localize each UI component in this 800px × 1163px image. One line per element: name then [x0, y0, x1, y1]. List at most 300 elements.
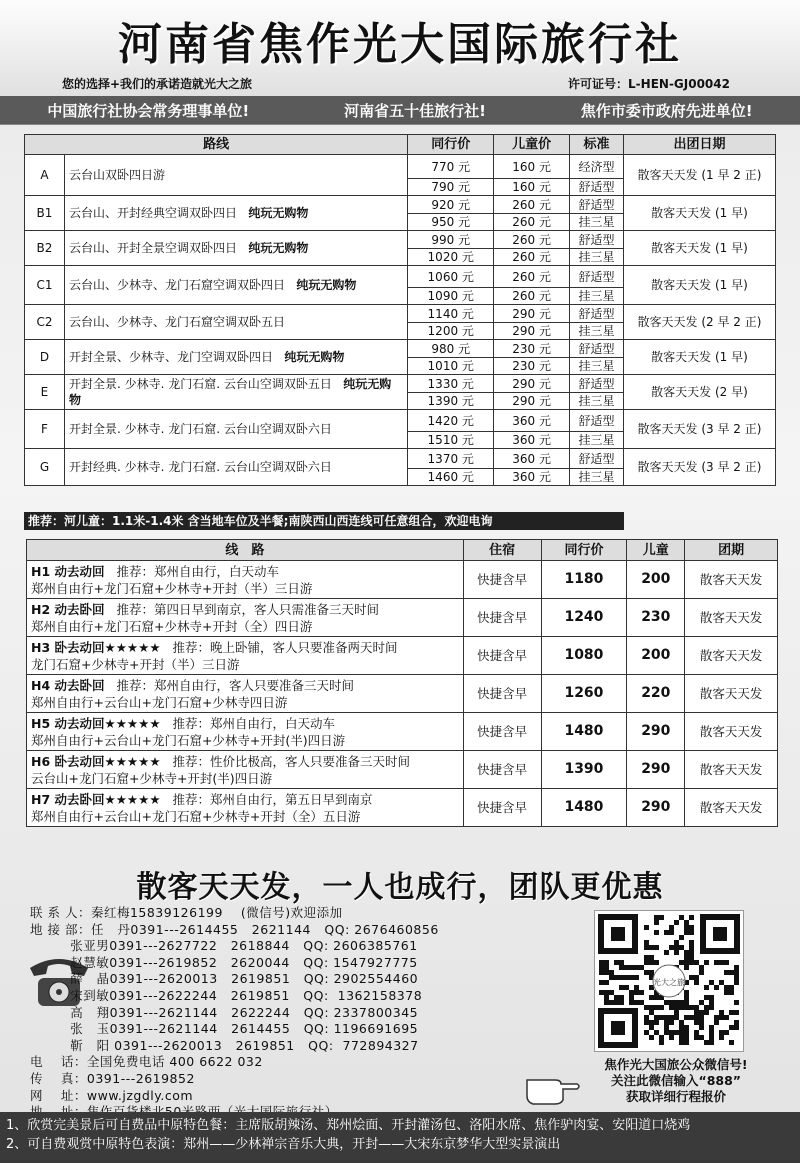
qr-module	[659, 915, 664, 920]
wechat-line-1: 焦作光大国旅公众微信号!	[604, 1057, 748, 1072]
qr-module	[684, 1035, 689, 1040]
qr-module	[689, 1015, 694, 1020]
child-price: 290 元	[494, 305, 570, 323]
qr-module	[679, 960, 684, 965]
qr-module	[614, 1000, 619, 1005]
wechat-qr-code[interactable]	[594, 910, 744, 1052]
qr-module	[609, 975, 614, 980]
route-name: 云台山、少林寺、龙门石窟空调双卧四日	[68, 278, 285, 292]
qr-module	[664, 1015, 669, 1020]
qr-module	[714, 1020, 719, 1025]
qr-module	[704, 1005, 709, 1010]
package-recommend: 推荐：第四日早到南京，客人只需准备三天时间	[116, 601, 379, 617]
qr-module	[699, 1020, 704, 1025]
table-row	[25, 155, 776, 179]
qr-module	[694, 1020, 699, 1025]
route-name-cell	[64, 375, 407, 410]
qr-module	[709, 995, 714, 1000]
contact-line: 传 真：0391---2619852	[30, 1070, 195, 1086]
child-price: 260 元	[494, 214, 570, 231]
qr-module	[699, 1000, 704, 1005]
route-name-cell	[64, 196, 407, 231]
qr-module	[684, 1030, 689, 1035]
qr-module	[679, 915, 684, 920]
table-row	[25, 410, 776, 432]
qr-module	[709, 1000, 714, 1005]
qr-module	[719, 960, 724, 965]
price: 950 元	[408, 214, 494, 231]
qr-module	[629, 975, 634, 980]
qr-module	[684, 955, 689, 960]
slogan: 您的选择+我们的承诺造就光大之旅	[62, 77, 253, 91]
child-price: 360 元	[494, 432, 570, 449]
qr-module	[649, 1025, 654, 1030]
route-note: 纯玩无购物	[284, 350, 345, 364]
child-price: 290	[627, 789, 685, 827]
qr-module	[654, 930, 659, 935]
table-row	[25, 375, 776, 393]
qr-module	[694, 975, 699, 980]
price: 920 元	[408, 196, 494, 214]
qr-module	[649, 1035, 654, 1040]
package-route: 郑州自由行+云台山+龙门石窟+少林寺+开封（全）五日游	[31, 808, 361, 824]
qr-module	[719, 1035, 724, 1040]
qr-module	[684, 1005, 689, 1010]
qr-module	[689, 955, 694, 960]
col-route: 路线	[25, 135, 408, 155]
qr-module	[639, 990, 644, 995]
standard: 挂三星	[570, 358, 624, 375]
qr-module	[729, 985, 734, 990]
qr-module	[684, 925, 689, 930]
route-note: 纯玩无购物	[296, 278, 357, 292]
table-row	[27, 637, 778, 675]
route-price-table	[24, 134, 776, 486]
depart-date: 散客天天发 (1 早)	[623, 340, 775, 375]
qr-module	[709, 980, 714, 985]
qr-module	[719, 1015, 724, 1020]
standard: 舒适型	[570, 266, 624, 288]
price: 1200 元	[408, 323, 494, 340]
package-route: 龙门石窟+少林寺+开封（半）三日游	[31, 656, 240, 672]
qr-module	[654, 960, 659, 965]
qr-module	[709, 1025, 714, 1030]
qr-module	[724, 985, 729, 990]
contact-line: 电 话：全国免费电话 400 6622 032	[30, 1054, 263, 1070]
qr-module	[654, 1015, 659, 1020]
price: 1010 元	[408, 358, 494, 375]
qr-module	[674, 1000, 679, 1005]
qr-module	[679, 1000, 684, 1005]
schedule: 散客天天发	[685, 599, 778, 637]
route-code: G	[25, 449, 65, 486]
standard: 挂三星	[570, 393, 624, 410]
qr-module	[634, 985, 639, 990]
standard: 挂三星	[570, 432, 624, 449]
price: 1260	[541, 675, 627, 713]
qr-module	[649, 960, 654, 965]
contact-line: 地 接 部：任 丹0391---2614455 2621144 QQ: 2676460856	[30, 921, 439, 937]
hotel: 快捷含早	[463, 637, 541, 675]
qr-module	[694, 1010, 699, 1015]
child-price: 290	[627, 751, 685, 789]
qr-module	[694, 1035, 699, 1040]
package-recommend: 推荐：性价比极高，客人只要准备三天时间	[172, 753, 410, 769]
footer-note-2: 2、可自费观赏中原特色表演：郑州——少林禅宗音乐大典，开封——大宋东京梦华大型实景演出	[6, 1137, 561, 1152]
qr-module	[719, 980, 724, 985]
hotel: 快捷含早	[463, 599, 541, 637]
qr-module	[639, 1000, 644, 1005]
package-cell	[27, 675, 464, 713]
qr-module	[699, 970, 704, 975]
qr-module	[604, 995, 609, 1000]
col-depart-date: 出团日期	[623, 135, 775, 155]
package-route: 郑州自由行+云台山+龙门石窟+少林寺+开封(半)四日游	[31, 732, 346, 748]
promo-banner: 散客天天发，一人也成行，团队更优惠	[136, 870, 664, 905]
qr-module	[679, 935, 684, 940]
package-route: 郑州自由行+云台山+龙门石窟+少林寺四日游	[31, 694, 288, 710]
package-title: H4 动去卧回	[31, 677, 105, 693]
qr-module	[654, 915, 659, 920]
standard: 经济型	[570, 155, 624, 179]
price: 1460 元	[408, 469, 494, 486]
qr-module	[704, 985, 709, 990]
contact-line: 宋到敏0391---2622244 2619851 QQ: 1362158378	[30, 987, 423, 1003]
qr-module	[674, 1030, 679, 1035]
qr-module	[709, 1005, 714, 1010]
depart-date: 散客天天发 (1 早)	[623, 266, 775, 305]
table-row	[25, 449, 776, 469]
child-price: 290 元	[494, 393, 570, 410]
child-price: 200	[627, 561, 685, 599]
qr-module	[659, 1005, 664, 1010]
qr-module	[664, 1030, 669, 1035]
standard: 舒适型	[570, 340, 624, 358]
price: 990 元	[408, 231, 494, 249]
qr-module	[634, 1000, 639, 1005]
package-recommend: 推荐：郑州自由行，白天动车	[116, 563, 279, 579]
depart-date: 散客天天发 (1 早 2 正)	[623, 155, 775, 196]
price: 1480	[541, 713, 627, 751]
col-route: 线 路	[27, 540, 464, 561]
qr-module	[644, 1020, 649, 1025]
recommend-bar: 推荐：河儿童：1.1米-1.4米 含当地车位及半餐;南陕西山西连线可任意组合，欢迎电询	[24, 512, 624, 530]
qr-module	[674, 945, 679, 950]
qr-module	[604, 980, 609, 985]
package-title: H1 动去动回	[31, 563, 105, 579]
contact-line: 网 址：www.jzgdly.com	[30, 1087, 194, 1103]
qr-module	[664, 1000, 669, 1005]
header	[0, 0, 800, 125]
qr-module	[669, 930, 674, 935]
qr-module	[689, 1005, 694, 1010]
wechat-line-3: 获取详细行程报价	[625, 1089, 726, 1104]
qr-module	[704, 1010, 709, 1015]
contact-line: 联 系 人：秦红梅15839126199 (微信号)欢迎添加	[30, 905, 343, 920]
qr-module	[644, 940, 649, 945]
qr-module	[664, 1020, 669, 1025]
child-price: 360 元	[494, 410, 570, 432]
package-cell	[27, 789, 464, 827]
package-cell	[27, 599, 464, 637]
qr-module	[644, 945, 649, 950]
qr-module	[734, 965, 739, 970]
route-code: C1	[25, 266, 65, 305]
price: 770 元	[408, 155, 494, 179]
qr-module	[734, 1025, 739, 1030]
standard: 挂三星	[570, 249, 624, 266]
qr-module	[694, 1015, 699, 1020]
qr-module	[604, 965, 609, 970]
price: 1080	[541, 637, 627, 675]
package-cell	[27, 713, 464, 751]
qr-module	[729, 1010, 734, 1015]
col-price: 同行价	[541, 540, 627, 561]
contact-line: 赵慧敏0391---2619852 2620044 QQ: 1547927775	[30, 954, 418, 970]
qr-module	[644, 1030, 649, 1035]
package-route: 郑州自由行+龙门石窟+少林寺+开封（半）三日游	[31, 580, 313, 596]
child-price: 260 元	[494, 231, 570, 249]
standard: 舒适型	[570, 375, 624, 393]
qr-module	[709, 1030, 714, 1035]
route-code: D	[25, 340, 65, 375]
standard: 舒适型	[570, 305, 624, 323]
child-price: 290	[627, 713, 685, 751]
qr-module	[694, 980, 699, 985]
package-title: H7 动去卧回★★★★★	[31, 791, 161, 807]
qr-module	[684, 1025, 689, 1030]
qr-module	[729, 1040, 734, 1045]
qr-module	[684, 1015, 689, 1020]
hotel: 快捷含早	[463, 751, 541, 789]
qr-module	[679, 1025, 684, 1030]
honors-bar	[0, 96, 800, 124]
package-recommend: 推荐：郑州自由行，客人只要准备三天时间	[116, 677, 354, 693]
package-recommend: 推荐：晚上卧铺，客人只要准备两天时间	[172, 639, 398, 655]
package-route: 郑州自由行+龙门石窟+少林寺+开封（全）四日游	[31, 618, 313, 634]
price: 1180	[541, 561, 627, 599]
qr-module	[679, 1040, 684, 1045]
qr-module	[689, 945, 694, 950]
package-recommend: 推荐：郑州自由行，白天动车	[172, 715, 335, 731]
qr-module	[684, 950, 689, 955]
qr-module	[644, 925, 649, 930]
child-price: 230	[627, 599, 685, 637]
qr-module	[599, 965, 604, 970]
route-name-cell	[64, 231, 407, 266]
price: 1330 元	[408, 375, 494, 393]
table-row	[27, 561, 778, 599]
qr-module	[724, 960, 729, 965]
price: 1370 元	[408, 449, 494, 469]
table-row	[25, 266, 776, 288]
qr-module	[694, 960, 699, 965]
qr-module	[669, 1015, 674, 1020]
contact-line: 靳 阳 0391---2620013 2619851 QQ: 772894327	[30, 1037, 419, 1053]
child-price: 260 元	[494, 249, 570, 266]
route-name-cell	[64, 410, 407, 449]
qr-module	[619, 965, 624, 970]
price: 1390	[541, 751, 627, 789]
qr-module	[679, 1005, 684, 1010]
route-name: 云台山双卧四日游	[68, 168, 165, 182]
hotel: 快捷含早	[463, 713, 541, 751]
route-code: F	[25, 410, 65, 449]
table-row	[27, 713, 778, 751]
qr-module	[724, 990, 729, 995]
qr-module	[609, 1000, 614, 1005]
child-price: 220	[627, 675, 685, 713]
qr-module	[684, 1000, 689, 1005]
child-price: 160 元	[494, 155, 570, 179]
wechat-line-2: 关注此微信输入“888”	[610, 1073, 742, 1088]
qr-module	[639, 965, 644, 970]
package-title: H5 动去动回★★★★★	[31, 715, 161, 731]
hotel: 快捷含早	[463, 789, 541, 827]
price: 980 元	[408, 340, 494, 358]
standard: 挂三星	[570, 469, 624, 486]
price: 1480	[541, 789, 627, 827]
schedule: 散客天天发	[685, 675, 778, 713]
table-row	[25, 305, 776, 323]
company-title: 河南省焦作光大国际旅行社	[118, 19, 682, 70]
qr-module	[734, 970, 739, 975]
qr-module	[604, 990, 609, 995]
route-name-cell	[64, 266, 407, 305]
qr-module	[659, 1040, 664, 1045]
col-schedule: 团期	[685, 540, 778, 561]
depart-date: 散客天天发 (3 早 2 正)	[623, 449, 775, 486]
qr-module	[654, 945, 659, 950]
qr-module	[599, 960, 604, 965]
qr-module	[724, 970, 729, 975]
qr-module	[669, 1035, 674, 1040]
route-name: 云台山、开封经典空调双卧四日	[68, 206, 237, 220]
route-name: 开封经典. 少林寺. 龙门石窟. 云台山空调双卧六日	[68, 460, 332, 474]
depart-date: 散客天天发 (3 早 2 正)	[623, 410, 775, 449]
qr-module	[684, 1040, 689, 1045]
qr-module	[689, 960, 694, 965]
wechat-info	[566, 1057, 786, 1105]
qr-module	[689, 925, 694, 930]
package-title: H6 卧去动回★★★★★	[31, 753, 161, 769]
qr-module	[654, 995, 659, 1000]
package-title: H2 动去卧回	[31, 601, 105, 617]
child-price: 230 元	[494, 358, 570, 375]
qr-module	[619, 985, 624, 990]
price: 1140 元	[408, 305, 494, 323]
qr-module	[679, 945, 684, 950]
package-cell	[27, 637, 464, 675]
price: 1240	[541, 599, 627, 637]
price: 1390 元	[408, 393, 494, 410]
qr-module	[699, 1035, 704, 1040]
qr-module	[679, 1035, 684, 1040]
package-cell	[27, 561, 464, 599]
qr-module	[599, 980, 604, 985]
qr-module	[644, 1015, 649, 1020]
route-note: 纯玩无购物	[248, 206, 309, 220]
table-row	[27, 789, 778, 827]
table-header-row	[25, 135, 776, 155]
standard: 挂三星	[570, 214, 624, 231]
qr-logo-label: 光大之旅	[653, 978, 685, 987]
qr-module	[689, 975, 694, 980]
route-name-cell	[64, 155, 407, 196]
route-code: B1	[25, 196, 65, 231]
table-row	[25, 231, 776, 249]
qr-module	[649, 1010, 654, 1015]
route-name-cell	[64, 449, 407, 486]
qr-module	[674, 1010, 679, 1015]
route-name: 开封全景. 少林寺. 龙门石窟. 云台山空调双卧六日	[68, 422, 332, 436]
qr-module	[619, 995, 624, 1000]
qr-module	[684, 965, 689, 970]
qr-module	[614, 975, 619, 980]
qr-module	[624, 965, 629, 970]
table-header-row	[27, 540, 778, 561]
qr-module	[684, 990, 689, 995]
qr-module	[619, 975, 624, 980]
route-code: B2	[25, 231, 65, 266]
table-row	[27, 751, 778, 789]
qr-module	[604, 970, 609, 975]
qr-module	[669, 1030, 674, 1035]
route-note: 纯玩无购物	[68, 377, 392, 407]
child-price: 260 元	[494, 196, 570, 214]
qr-module	[674, 940, 679, 945]
qr-module	[704, 960, 709, 965]
qr-module	[669, 1000, 674, 1005]
package-cell	[27, 751, 464, 789]
child-price: 160 元	[494, 179, 570, 196]
qr-module	[689, 940, 694, 945]
qr-module	[679, 1030, 684, 1035]
qr-module	[684, 995, 689, 1000]
qr-module	[734, 1000, 739, 1005]
qr-module	[734, 975, 739, 980]
qr-module	[699, 1015, 704, 1020]
child-price: 230 元	[494, 340, 570, 358]
schedule: 散客天天发	[685, 637, 778, 675]
qr-module	[674, 950, 679, 955]
qr-module	[614, 960, 619, 965]
qr-module	[684, 960, 689, 965]
high-speed-rail-table	[26, 539, 778, 827]
route-note: 纯玩无购物	[248, 241, 309, 255]
qr-module	[644, 1005, 649, 1010]
contact-line: 张 玉0391---2621144 2614455 QQ: 1196691695	[30, 1021, 419, 1037]
qr-module	[604, 1000, 609, 1005]
qr-module	[694, 1030, 699, 1035]
qr-module	[684, 920, 689, 925]
schedule: 散客天天发	[685, 751, 778, 789]
qr-module	[729, 1025, 734, 1030]
qr-module	[689, 930, 694, 935]
footer-notes	[0, 1112, 800, 1163]
qr-module	[629, 995, 634, 1000]
qr-module	[659, 1035, 664, 1040]
child-price: 290 元	[494, 323, 570, 340]
child-price: 290 元	[494, 375, 570, 393]
contact-line: 张亚男0391---2627722 2618844 QQ: 2606385761	[30, 938, 418, 954]
qr-module	[599, 970, 604, 975]
route-name: 开封全景、少林寺、龙门空调双卧四日	[68, 350, 273, 364]
qr-module	[724, 1015, 729, 1020]
qr-module	[644, 955, 649, 960]
route-code: E	[25, 375, 65, 410]
honor-1: 中国旅行社协会常务理事单位!	[47, 101, 250, 120]
